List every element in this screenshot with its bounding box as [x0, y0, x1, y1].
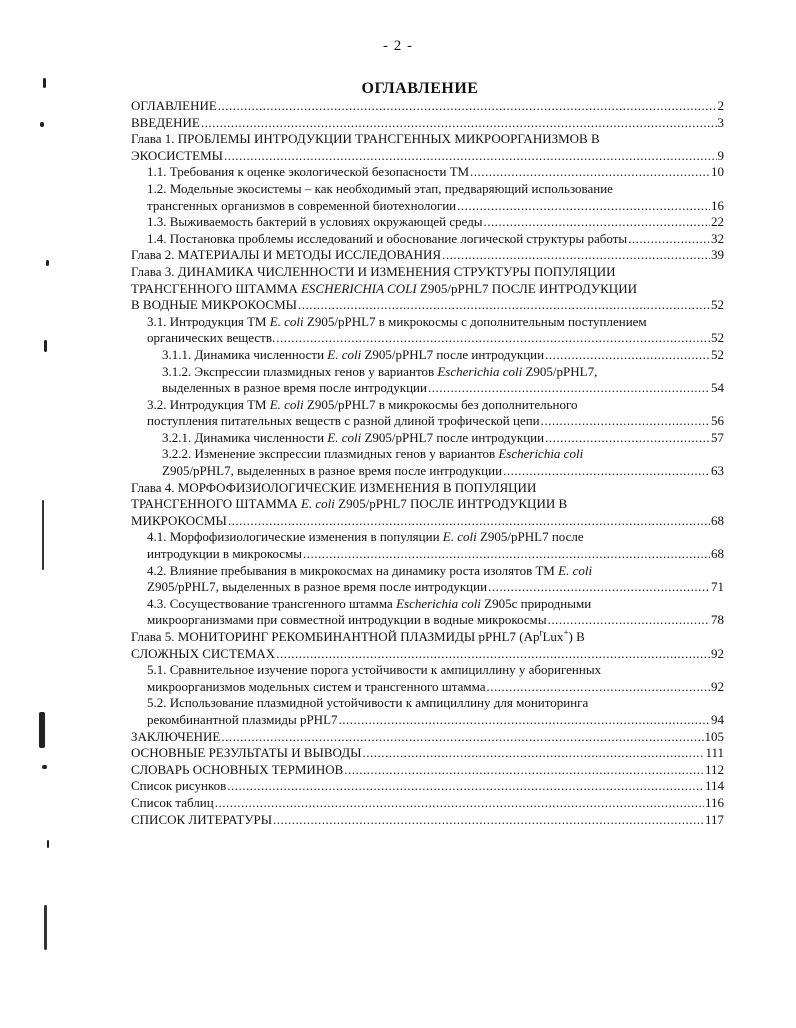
- dot-leader: [276, 646, 710, 663]
- toc-entry-text: органических веществ.: [147, 330, 276, 346]
- toc-page-number: 57: [711, 429, 724, 445]
- toc-entry-line: [147, 164, 724, 181]
- toc-entry-line: Глава 3. ДИНАМИКА ЧИСЛЕННОСТИ И ИЗМЕНЕНИЯ СТРУКТУРЫ ПОПУЛЯЦИИ: [131, 263, 616, 279]
- dot-leader: [503, 463, 710, 480]
- toc-entry-line: Глава 4. МОРФОФИЗИОЛОГИЧЕСКИЕ ИЗМЕНЕНИЯ В ПОПУЛЯЦИИ: [131, 479, 537, 495]
- toc-entry-line: [131, 247, 724, 264]
- toc-page-number: 9: [717, 147, 724, 163]
- toc-page-number: 114: [704, 778, 724, 794]
- toc-entry-line: [131, 148, 724, 165]
- toc-entry-line: [147, 612, 724, 629]
- toc-entry-text: 3.1.1. Динамика численности E. coli Z905/pPHL7 после интродукции: [162, 346, 545, 362]
- toc-entry-text: микроорганизмов модельных систем и трансгенного штамма: [147, 678, 486, 694]
- dot-leader: [628, 231, 710, 248]
- dot-leader: [442, 247, 710, 264]
- toc-entry-line: 3.2.2. Изменение экспрессии плазмидных генов у вариантов Escherichia coli: [162, 446, 584, 462]
- toc-entry-text: СПИСОК ЛИТЕРАТУРЫ: [131, 811, 273, 827]
- dot-leader: [488, 579, 710, 596]
- toc-entry: [131, 430, 724, 447]
- toc-page-number: 10: [711, 164, 724, 180]
- toc-page-number: 92: [711, 678, 724, 694]
- scan-artifact: [44, 905, 47, 950]
- toc-entry-text: Z905/pPHL7, выделенных в разное время после интродукции: [147, 579, 488, 595]
- dot-leader: [344, 762, 704, 779]
- toc-entry-line: 4.3. Сосуществование трансгенного штамма Escherichia coli Z905с природными: [147, 595, 592, 611]
- toc-entry-line: Глава 5. МОНИТОРИНГ РЕКОМБИНАНТНОЙ ПЛАЗМИДЫ pPHL7 (Ap$^r$Lux+) В: [131, 627, 585, 644]
- toc-entry-line: [131, 812, 724, 829]
- toc-title: ОГЛАВЛЕНИЕ: [361, 80, 479, 97]
- toc-entry: [131, 480, 724, 530]
- toc-page-number: 63: [711, 463, 724, 479]
- toc-entry-line: [147, 413, 724, 430]
- toc-entry-text: ВВЕДЕНИЕ: [131, 114, 200, 130]
- toc-entry-line: [162, 380, 724, 397]
- toc-page-number: 94: [711, 711, 724, 727]
- toc-entry-text: выделенных в разное время после интродукции: [162, 380, 427, 396]
- dot-leader: [276, 330, 710, 347]
- toc-entry-line: 5.2. Использование плазмидной устойчивости к ампициллину для мониторинга: [147, 695, 589, 711]
- scan-artifact: [40, 122, 44, 127]
- toc-entry: [131, 397, 724, 430]
- toc-entry-line: 5.1. Сравнительное изучение порога устойчивости к ампициллину у аборигенных: [147, 662, 602, 678]
- dot-leader: [548, 612, 710, 629]
- toc-page-number: 22: [711, 214, 724, 230]
- scan-artifact: [39, 712, 45, 748]
- dot-leader: [470, 164, 710, 181]
- toc-entry-line: [162, 430, 724, 447]
- toc-page-number: 52: [711, 330, 724, 346]
- toc-entry: [131, 98, 724, 115]
- toc-entry-line: 4.2. Влияние пребывания в микрокосмах на динамику роста изолятов ТМ E. coli: [147, 562, 593, 578]
- dot-leader: [545, 347, 710, 364]
- toc-entry: [131, 347, 724, 364]
- toc-page-number: 16: [711, 197, 724, 213]
- dot-leader: [224, 148, 717, 165]
- toc-page-number: 32: [711, 230, 724, 246]
- scan-artifact: [43, 78, 46, 88]
- toc-entry-line: [131, 513, 724, 530]
- toc-page-number: 68: [711, 512, 724, 528]
- toc-entry: [131, 762, 724, 779]
- page-number: - 2 -: [383, 38, 413, 54]
- toc-entry: [131, 745, 724, 762]
- toc-entry-text: 1.4. Постановка проблемы исследований и обоснование логической структуры работы: [147, 230, 628, 246]
- toc-entry-line: [162, 347, 724, 364]
- toc-entry: [131, 812, 724, 829]
- dot-leader: [228, 513, 710, 530]
- toc-entry-text: СЛОЖНЫХ СИСТЕМАХ: [131, 645, 276, 661]
- toc-entry: [131, 596, 724, 629]
- toc-entry-line: [131, 762, 724, 779]
- toc-entry-line: [147, 546, 724, 563]
- toc-page-number: 2: [717, 98, 724, 113]
- toc-entry-line: [147, 214, 724, 231]
- toc-entry-line: 3.2. Интродукция ТМ E. coli Z905/pPHL7 в микрокосмы без дополнительного: [147, 396, 578, 412]
- dot-leader: [273, 812, 704, 829]
- toc-entry-line: [131, 98, 724, 115]
- toc-entry-text: микроорганизмами при совместной интродукции в водные микрокосмы: [147, 612, 547, 628]
- toc-entry: [131, 164, 724, 181]
- toc-entry: [131, 214, 724, 231]
- toc-entry: [131, 695, 724, 728]
- toc-entry: [131, 662, 724, 695]
- dot-leader: [303, 546, 710, 563]
- toc-entry-line: [147, 231, 724, 248]
- toc-entry: [131, 131, 724, 164]
- toc-entry-line: [131, 795, 724, 812]
- scan-artifact: [42, 765, 47, 769]
- toc-entry-text: поступления питательных веществ с разной длиной трофической цепи: [147, 413, 540, 429]
- toc-entry-line: ТРАНСГЕННОГО ШТАММА ESCHERICHIA COLI Z905/pPHL7 ПОСЛЕ ИНТРОДУКЦИИ: [131, 280, 637, 296]
- toc-entry: [131, 247, 724, 264]
- toc-entry-text: 1.3. Выживаемость бактерий в условиях окружающей среды: [147, 214, 483, 230]
- toc-entry-text: МИКРОКОСМЫ: [131, 512, 227, 528]
- dot-leader: [298, 297, 710, 314]
- toc-entry-line: 4.1. Морфофизиологические изменения в популяции E. coli Z905/pPHL7 после: [147, 529, 584, 545]
- toc-entry: [131, 115, 724, 132]
- toc-entry-text: рекомбинантной плазмиды pPHL7: [147, 711, 338, 727]
- dot-leader: [484, 214, 710, 231]
- toc-page-number: 92: [711, 645, 724, 661]
- toc-entry-text: Z905/pPHL7, выделенных в разное время после интродукции: [162, 463, 503, 479]
- toc-page-number: 71: [711, 579, 724, 595]
- toc-entry-line: [131, 115, 724, 132]
- toc-entry: [131, 629, 724, 662]
- dot-leader: [545, 430, 710, 447]
- table-of-contents: [131, 98, 724, 828]
- toc-entry-text: Список рисунков: [131, 778, 227, 794]
- toc-page-number: 56: [711, 413, 724, 429]
- dot-leader: [457, 198, 710, 215]
- toc-entry-text: Список таблиц: [131, 794, 214, 810]
- toc-entry: [131, 446, 724, 479]
- toc-entry: [131, 231, 724, 248]
- toc-entry-text: ЭКОСИСТЕМЫ: [131, 147, 223, 163]
- scan-artifact: [42, 500, 44, 570]
- toc-page-number: 78: [711, 612, 724, 628]
- toc-entry-line: [147, 579, 724, 596]
- dot-leader: [215, 795, 704, 812]
- toc-entry-text: 3.2.1. Динамика численности E. coli Z905/pPHL7 после интродукции: [162, 429, 545, 445]
- toc-entry: [131, 795, 724, 812]
- toc-entry-line: [147, 679, 724, 696]
- toc-page-number: 111: [705, 745, 724, 761]
- toc-entry: [131, 264, 724, 314]
- toc-entry-line: [131, 778, 724, 795]
- dot-leader: [541, 413, 710, 430]
- toc-entry-line: ТРАНСГЕННОГО ШТАММА E. coli Z905/pPHL7 ПОСЛЕ ИНТРОДУКЦИИ В: [131, 496, 568, 512]
- toc-entry-line: [147, 712, 724, 729]
- toc-page-number: 52: [711, 346, 724, 362]
- toc-page-number: 39: [711, 247, 724, 263]
- toc-entry: [131, 181, 724, 214]
- toc-page-number: 54: [711, 380, 724, 396]
- toc-entry-text: Глава 2. МАТЕРИАЛЫ И МЕТОДЫ ИССЛЕДОВАНИЯ: [131, 247, 442, 263]
- toc-page-number: 105: [704, 728, 724, 744]
- toc-entry-text: интродукции в микрокосмы: [147, 546, 303, 562]
- dot-leader: [218, 98, 717, 115]
- dot-leader: [221, 729, 703, 746]
- toc-entry: [131, 364, 724, 397]
- toc-entry-line: [131, 729, 724, 746]
- toc-entry-line: [147, 198, 724, 215]
- toc-page-number: 117: [704, 811, 724, 827]
- dot-leader: [339, 712, 710, 729]
- toc-entry: [131, 729, 724, 746]
- toc-entry-text: СЛОВАРЬ ОСНОВНЫХ ТЕРМИНОВ: [131, 761, 344, 777]
- toc-entry-line: [131, 745, 724, 762]
- scan-artifact: [44, 340, 47, 352]
- dot-leader: [227, 778, 704, 795]
- toc-entry-text: 1.1. Требования к оценке экологической безопасности ТМ: [147, 164, 470, 180]
- toc-entry-line: 1.2. Модельные экосистемы – как необходимый этап, предваряющий использование: [147, 180, 613, 196]
- toc-entry-line: [162, 463, 724, 480]
- dot-leader: [362, 745, 704, 762]
- toc-page-number: 112: [704, 761, 724, 777]
- toc-entry-line: [131, 646, 724, 663]
- toc-entry-line: 3.1.2. Экспрессии плазмидных генов у вариантов Escherichia coli Z905/pPHL7,: [162, 363, 598, 379]
- toc-entry-text: ЗАКЛЮЧЕНИЕ: [131, 728, 221, 744]
- toc-entry-line: [131, 297, 724, 314]
- scan-artifact: [47, 840, 49, 848]
- toc-page-number: 68: [711, 546, 724, 562]
- dot-leader: [428, 380, 710, 397]
- toc-entry: [131, 778, 724, 795]
- dot-leader: [487, 679, 710, 696]
- toc-entry: [131, 529, 724, 562]
- toc-entry-text: В ВОДНЫЕ МИКРОКОСМЫ: [131, 297, 297, 313]
- toc-entry-line: [147, 330, 724, 347]
- toc-entry-text: ОГЛАВЛЕНИЕ: [131, 98, 217, 113]
- toc-entry: [131, 563, 724, 596]
- toc-entry-text: трансгенных организмов в современной биотехнологии: [147, 197, 457, 213]
- toc-page-number: 116: [704, 794, 724, 810]
- toc-page-number: 3: [717, 114, 724, 130]
- dot-leader: [201, 115, 717, 132]
- scan-artifact: [46, 260, 49, 266]
- toc-page-number: 52: [711, 297, 724, 313]
- toc-entry-line: Глава 1. ПРОБЛЕМЫ ИНТРОДУКЦИИ ТРАНСГЕННЫХ МИКРООРГАНИЗМОВ В: [131, 131, 600, 147]
- toc-entry-line: 3.1. Интродукция ТМ E. coli Z905/pPHL7 в микрокосмы с дополнительным поступлением: [147, 313, 647, 329]
- toc-entry: [131, 314, 724, 347]
- toc-entry-text: ОСНОВНЫЕ РЕЗУЛЬТАТЫ И ВЫВОДЫ: [131, 745, 362, 761]
